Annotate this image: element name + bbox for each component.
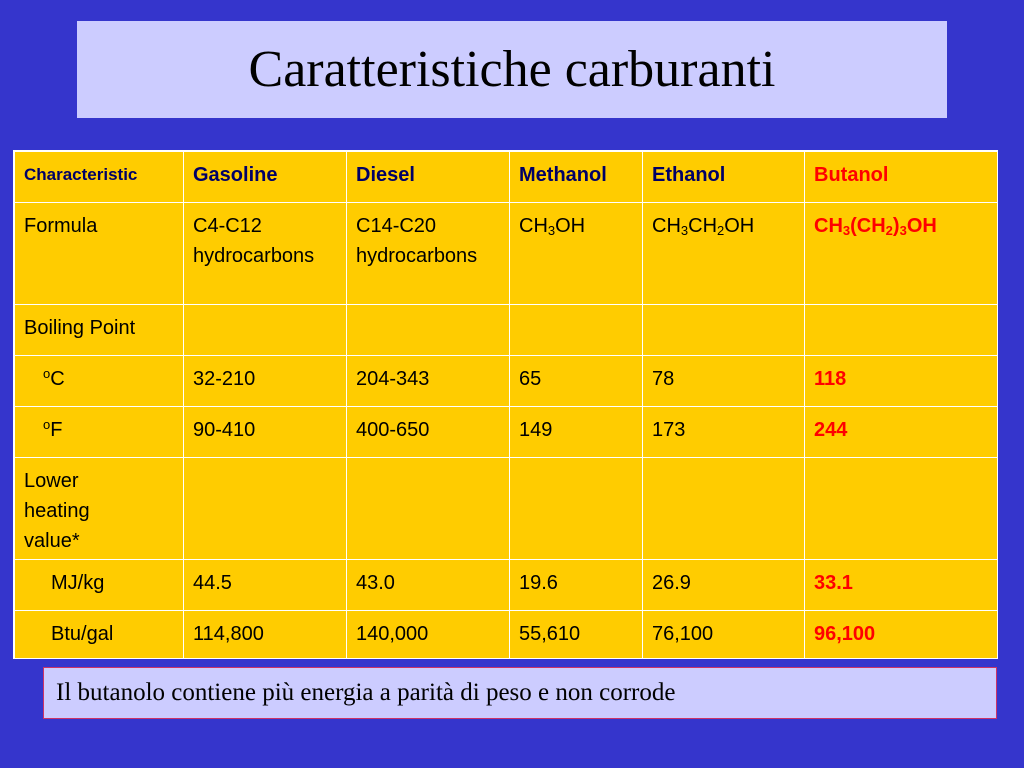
row-label-btu-gal: Btu/gal [15,611,184,659]
cell-diesel-mj-kg: 43.0 [347,560,510,611]
row-label-lower-heating-value [15,458,184,560]
slide-title-box [77,21,947,118]
table-header-row [15,152,998,203]
degree-sup: o [43,417,51,432]
table-row-boiling-point [15,305,998,356]
caption-box [43,667,997,719]
table-cell-empty [510,458,643,560]
cell-gasoline-formula [184,203,347,305]
cell-methanol-fahrenheit: 149 [510,407,643,458]
table-cell-empty [184,458,347,560]
unit-label: F [50,419,63,441]
butanol-formula-sub: 2 [885,223,893,238]
cell-ethanol-fahrenheit: 173 [643,407,805,458]
table-row-celsius [15,356,998,407]
cell-methanol-celsius: 65 [510,356,643,407]
ethanol-formula-part: CH [688,215,718,237]
header-butanol: Butanol [805,152,998,203]
butanol-formula-part: OH [906,215,937,237]
cell-methanol-btu-gal: 55,610 [510,611,643,659]
degree-sup: o [43,366,51,381]
row-label-formula: Formula [15,203,184,305]
cell-butanol-mj-kg: 33.1 [805,560,998,611]
cell-ethanol-btu-gal: 76,100 [643,611,805,659]
ethanol-formula-part: OH [724,215,755,237]
ethanol-formula-sub: 3 [680,223,689,238]
butanol-formula-sub: 3 [899,223,907,238]
fuel-table-frame [13,150,998,659]
lhv-line3: value* [24,530,80,552]
cell-gasoline-mj-kg: 44.5 [184,560,347,611]
cell-butanol-btu-gal: 96,100 [805,611,998,659]
table-row-lower-heating-value [15,458,998,560]
fuel-characteristics-table [14,151,998,659]
header-methanol: Methanol [510,152,643,203]
butanol-formula-part: (CH [850,215,886,237]
gasoline-formula-line2: hydrocarbons [193,245,315,267]
butanol-formula-sub: 3 [842,223,851,238]
gasoline-formula-line1: C4-C12 [193,215,262,237]
cell-diesel-formula [347,203,510,305]
methanol-formula-part: CH [519,215,548,237]
header-diesel: Diesel [347,152,510,203]
table-cell-empty [643,458,805,560]
cell-butanol-celsius: 118 [805,356,998,407]
row-label-celsius [15,356,184,407]
cell-diesel-fahrenheit: 400-650 [347,407,510,458]
table-row-formula [15,203,998,305]
cell-methanol-mj-kg: 19.6 [510,560,643,611]
row-label-mj-kg: MJ/kg [15,560,184,611]
table-cell-empty [184,305,347,356]
diesel-formula-line2: hydrocarbons [356,245,478,267]
table-cell-empty [347,458,510,560]
cell-ethanol-mj-kg: 26.9 [643,560,805,611]
header-characteristic: Characteristic [15,152,184,203]
cell-ethanol-formula [643,203,805,305]
butanol-formula-part: ) [892,215,900,237]
header-gasoline: Gasoline [184,152,347,203]
table-cell-empty [805,305,998,356]
cell-diesel-celsius: 204-343 [347,356,510,407]
cell-gasoline-btu-gal: 114,800 [184,611,347,659]
cell-methanol-formula [510,203,643,305]
cell-gasoline-fahrenheit: 90-410 [184,407,347,458]
lhv-line2: heating [24,500,90,522]
ethanol-formula-part: CH [652,215,681,237]
row-label-boiling-point: Boiling Point [15,305,184,356]
unit-label: C [50,368,65,390]
methanol-formula-part: OH [555,215,586,237]
table-row-mj-kg [15,560,998,611]
methanol-formula-sub: 3 [547,223,556,238]
diesel-formula-line1: C14-C20 [356,215,437,237]
cell-gasoline-celsius: 32-210 [184,356,347,407]
table-cell-empty [643,305,805,356]
table-row-btu-gal [15,611,998,659]
butanol-formula-part: CH [814,215,843,237]
caption-text: Il butanolo contiene più energia a parità di peso e non corrode [56,679,676,706]
cell-butanol-fahrenheit: 244 [805,407,998,458]
slide-title: Caratteristiche carburanti [248,41,776,98]
ethanol-formula-sub: 2 [717,223,725,238]
table-cell-empty [510,305,643,356]
cell-diesel-btu-gal: 140,000 [347,611,510,659]
header-ethanol: Ethanol [643,152,805,203]
cell-ethanol-celsius: 78 [643,356,805,407]
table-row-fahrenheit [15,407,998,458]
table-cell-empty [805,458,998,560]
row-label-fahrenheit [15,407,184,458]
cell-butanol-formula [805,203,998,305]
table-cell-empty [347,305,510,356]
lhv-line1: Lower [24,470,79,492]
